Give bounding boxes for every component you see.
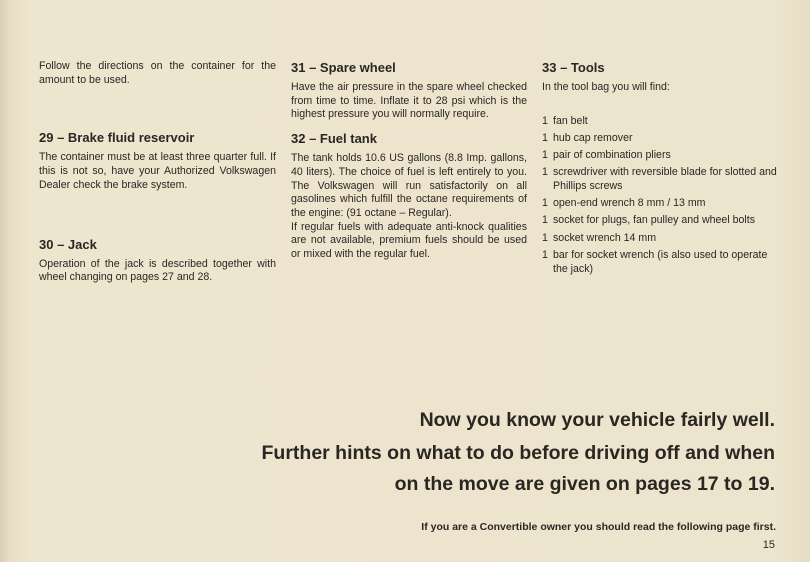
list-item xyxy=(542,132,782,146)
item-qty: 1 xyxy=(542,114,548,127)
section-32-text: The tank holds 10.6 US gallons (8.8 Imp. gallons, 40 liters). The choice of fuel is left entirely to you. The Volkswagen will run satisfactorily on all gasolines which fulfill the octane requirements of the engine: (91 octane – Regular). xyxy=(291,152,527,219)
item-text: socket wrench 14 mm xyxy=(553,231,657,244)
section-33-heading: 33 – Tools xyxy=(542,60,605,75)
item-text: socket for plugs, fan pulley and wheel bolts xyxy=(553,214,755,227)
column-middle xyxy=(291,60,527,262)
item-text: hub cap remover xyxy=(553,131,633,144)
section-30-heading: 30 – Jack xyxy=(39,236,97,252)
list-item xyxy=(542,249,782,276)
convertible-note: If you are a Convertible owner you should read the following page first. xyxy=(421,521,776,533)
tools-intro-text: In the tool bag you will find: xyxy=(542,81,670,93)
list-item xyxy=(542,214,782,228)
section-29-text: The container must be at least three quarter full. If this is not so, have your Authorized Volkswagen Dealer check the brake system. xyxy=(39,151,276,191)
closing-line-1: Now you know your vehicle fairly well. xyxy=(419,409,775,431)
section-32-text-2: If regular fuels with adequate anti-knock qualities are not available, premium fuels should be used or mixed with the regular fuel. xyxy=(291,220,527,261)
list-item xyxy=(542,197,782,211)
item-text: screwdriver with reversible blade for slotted and Phillips screws xyxy=(553,166,777,193)
list-item xyxy=(542,166,782,193)
tools-list xyxy=(542,115,782,277)
list-item xyxy=(542,115,782,129)
list-item xyxy=(542,232,782,246)
item-text: pair of combination pliers xyxy=(553,149,671,162)
fluid-directions-text: Follow the directions on the container for the amount to be used. xyxy=(39,60,276,86)
item-text: bar for socket wrench (is also used to operate the jack) xyxy=(553,248,768,275)
item-qty: 1 xyxy=(542,231,548,244)
item-text: open-end wrench 8 mm / 13 mm xyxy=(553,197,706,210)
list-item xyxy=(542,149,782,163)
section-31-heading: 31 – Spare wheel xyxy=(291,60,396,75)
closing-line-2: Further hints on what to do before driving off and when xyxy=(261,442,775,464)
item-qty: 1 xyxy=(542,166,548,179)
section-30-text: Operation of the jack is described together with wheel changing on pages 27 and 28. xyxy=(39,257,276,284)
section-32-heading: 32 – Fuel tank xyxy=(291,131,377,147)
item-qty: 1 xyxy=(542,197,548,210)
column-left xyxy=(39,60,276,285)
item-qty: 1 xyxy=(542,131,548,144)
column-right xyxy=(542,60,782,280)
section-29-heading: 29 – Brake fluid reservoir xyxy=(39,130,195,146)
section-31-text: Have the air pressure in the spare wheel checked from time to time. Inflate it to 28 psi which is the highest pressure you will normally require. xyxy=(291,81,527,121)
item-qty: 1 xyxy=(542,149,548,162)
closing-line-3: on the move are given on pages 17 to 19. xyxy=(394,473,775,495)
item-text: fan belt xyxy=(553,114,588,127)
item-qty: 1 xyxy=(542,248,548,261)
item-qty: 1 xyxy=(542,214,548,227)
page-number: 15 xyxy=(762,539,775,551)
